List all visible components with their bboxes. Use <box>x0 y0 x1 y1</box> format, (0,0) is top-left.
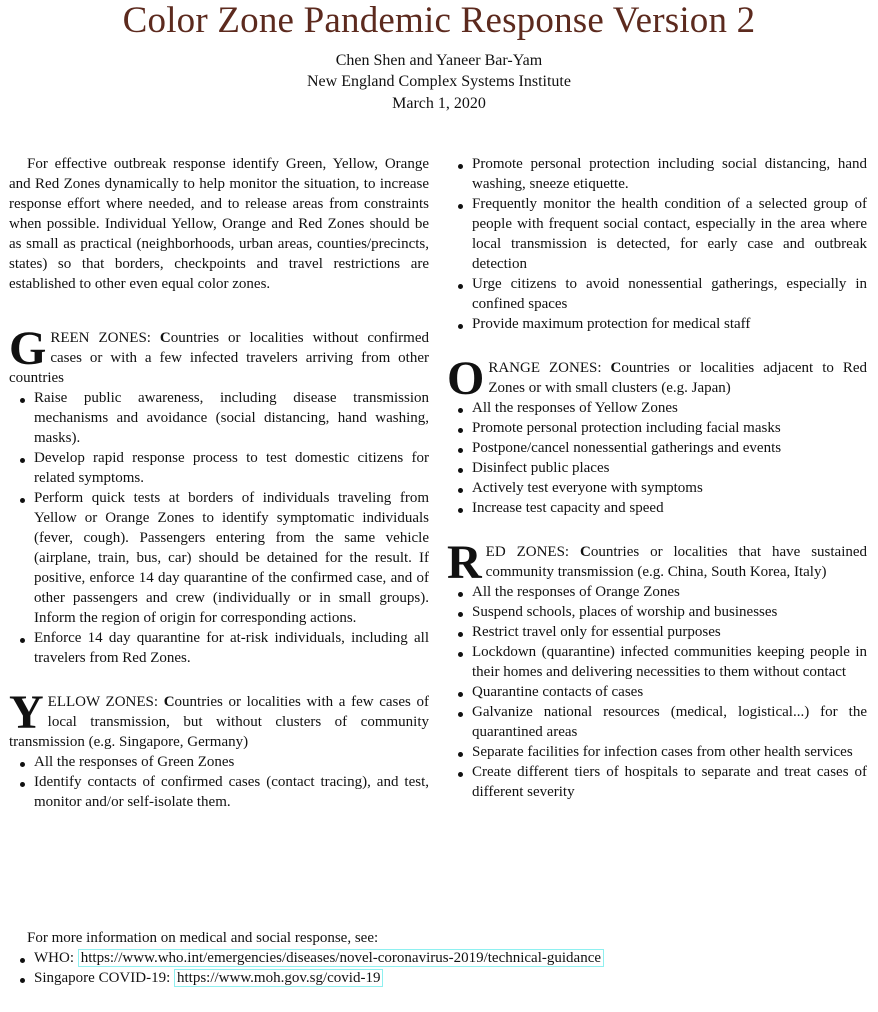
yellow-desc-cap: C <box>163 694 175 710</box>
green-zone-section <box>9 322 430 668</box>
green-zone-list <box>9 388 429 668</box>
red-dropcap: R <box>447 536 482 589</box>
intro-paragraph: For effective outbreak response identify Green, Yellow, Orange and Red Zones dynamically to help monitor the situation, to increase response effort where needed, and to release areas from constraints when possible. Individual Yellow, Orange and Red Zones should be as small as practical (neighborhoods, urban areas, counties/precincts, states) so that borders, checkpoints and travel restrictions are established to other even equal color zones. <box>9 156 429 292</box>
list-item: Urge citizens to avoid nonessential gatherings, especially in confined spaces <box>447 274 867 314</box>
list-item: All the responses of Green Zones <box>9 752 429 772</box>
left-column <box>9 154 429 812</box>
red-zone-name: ED ZONES <box>485 544 565 560</box>
list-item: Identify contacts of confirmed cases (contact tracing), and test, monitor and/or self-isolate them. <box>9 772 429 812</box>
list-item: Develop rapid response process to test domestic citizens for related symptoms. <box>9 448 429 488</box>
list-item: Actively test everyone with symptoms <box>447 478 867 498</box>
list-item: Separate facilities for infection cases from other health services <box>447 742 867 762</box>
orange-zone-desc: ountries or localities adjacent to Red Zones or with small clusters (e.g. Japan) <box>488 360 868 396</box>
link-label-singapore: Singapore COVID-19: <box>34 970 174 986</box>
yellow-zone-list-continued <box>447 154 867 334</box>
list-item: Promote personal protection including social distancing, hand washing, sneeze etiquette. <box>447 154 867 194</box>
list-item: Enforce 14 day quarantine for at-risk individuals, including all travelers from Red Zones. <box>9 628 429 668</box>
list-item <box>9 968 869 988</box>
green-zone-desc: ountries or localities without confirmed cases or with a few infected travelers arriving from other countries <box>9 330 430 386</box>
list-item: Raise public awareness, including disease transmission mechanisms and avoidance (social distancing, hand washing, masks). <box>9 388 429 448</box>
list-item <box>9 948 869 968</box>
list-item: Quarantine contacts of cases <box>447 682 867 702</box>
list-item: Postpone/cancel nonessential gatherings and events <box>447 438 867 458</box>
orange-zone-section <box>447 352 868 518</box>
date: March 1, 2020 <box>392 95 486 112</box>
green-dropcap: G <box>9 322 47 375</box>
yellow-zone-heading: YELLOW ZONES: Countries or localities with a few cases of local transmission, but without clusters of community transmission (e.g. Singapore, Germany) <box>9 686 430 750</box>
list-item: Restrict travel only for essential purposes <box>447 622 867 642</box>
yellow-zone-section <box>9 686 430 812</box>
green-zone-name: REEN ZONES <box>50 330 147 346</box>
list-item: Perform quick tests at borders of individuals traveling from Yellow or Orange Zones to identify symptomatic individuals (fever, cough). Passengers entering from the same vehicle (airplane, train, bus, car) should be detained for the result. If positive, enforce 14 day quarantine of the confirmed case, and of other passengers and crew (individually or in small groups). Inform the region of origin for corresponding actions. <box>9 488 429 628</box>
yellow-zone-desc: ountries or localities with a few cases of local transmission, but without clusters of community transmission (e.g. Singapore, Germany) <box>9 694 430 750</box>
list-item: Frequently monitor the health condition of a selected group of people with frequent social contact, especially in the area where local transmission is detected, for early case and outbreak detection <box>447 194 867 274</box>
green-desc-cap: C <box>159 330 171 346</box>
orange-dropcap: O <box>447 352 485 405</box>
list-item: All the responses of Yellow Zones <box>447 398 867 418</box>
red-zone-list <box>447 582 867 802</box>
footer-intro: For more information on medical and social response, see: <box>27 930 379 946</box>
footer-links <box>9 948 869 988</box>
yellow-zone-name: ELLOW ZONES <box>47 694 154 710</box>
list-item: Lockdown (quarantine) infected communities keeping people in their homes and delivering necessities to them without contact <box>447 642 867 682</box>
yellow-dropcap: Y <box>9 686 44 739</box>
red-zone-heading: RED ZONES: Countries or localities that have sustained community transmission (e.g. China, South Korea, Italy) <box>447 536 868 589</box>
institution: New England Complex Systems Institute <box>307 73 571 90</box>
red-zone-section <box>447 536 868 802</box>
orange-zone-name: RANGE ZONES <box>488 360 598 376</box>
red-zone-desc: ountries or localities that have sustained community transmission (e.g. China, South Korea, Italy) <box>485 544 868 580</box>
list-item: Disinfect public places <box>447 458 867 478</box>
list-item: Increase test capacity and speed <box>447 498 867 518</box>
green-zone-heading: GREEN ZONES: Countries or localities without confirmed cases or with a few infected travelers arriving from other countries <box>9 322 430 386</box>
who-link[interactable]: https://www.who.int/emergencies/diseases/novel-coronavirus-2019/technical-guidance <box>78 949 604 967</box>
orange-desc-cap: C <box>610 360 622 376</box>
authors: Chen Shen and Yaneer Bar-Yam <box>335 52 543 69</box>
singapore-link[interactable]: https://www.moh.gov.sg/covid-19 <box>174 969 383 987</box>
list-item: All the responses of Orange Zones <box>447 582 867 602</box>
yellow-zone-list <box>9 752 429 812</box>
right-column <box>447 154 867 802</box>
footer <box>9 928 869 988</box>
list-item: Promote personal protection including facial masks <box>447 418 867 438</box>
list-item: Provide maximum protection for medical staff <box>447 314 867 334</box>
list-item: Galvanize national resources (medical, logistical...) for the quarantined areas <box>447 702 867 742</box>
red-desc-cap: C <box>580 544 591 560</box>
orange-zone-list <box>447 398 867 518</box>
list-item: Suspend schools, places of worship and businesses <box>447 602 867 622</box>
list-item: Create different tiers of hospitals to separate and treat cases of different severity <box>447 762 867 802</box>
orange-zone-heading: ORANGE ZONES: Countries or localities adjacent to Red Zones or with small clusters (e.g. Japan) <box>447 352 868 405</box>
paper-title: Color Zone Pandemic Response Version 2 <box>122 0 756 41</box>
link-label-who: WHO: <box>34 950 78 966</box>
